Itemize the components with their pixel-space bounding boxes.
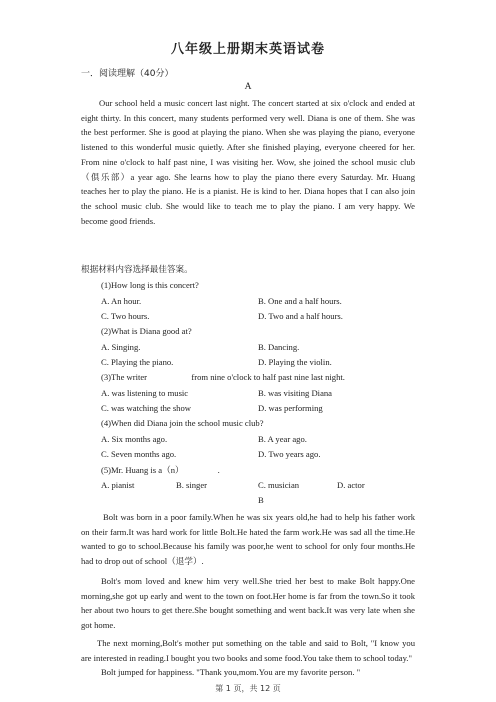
q1-option-c[interactable]: C. Two hours. (101, 311, 150, 321)
q1-option-b[interactable]: B. One and a half hours. (258, 296, 342, 306)
question-1: (1)How long is this concert? (101, 280, 199, 290)
q3-option-d[interactable]: D. was performing (258, 403, 323, 413)
page-title: 八年级上册期末英语试卷 (170, 42, 325, 57)
q5-option-a[interactable]: A. pianist (101, 480, 135, 490)
passage-a-letter: A (244, 82, 252, 92)
q4-option-d[interactable]: D. Two years ago. (258, 449, 321, 459)
q3-option-b[interactable]: B. was visiting Diana (258, 388, 332, 398)
passage-b-paragraph-1: Bolt was born in a poor family.When he was six years old,he had to help his father work on their farm.It was hard work for little Bolt.He hated the farm work.He was sad all the time.He wanted to go to school.Because his family was poor,he went to school for only four months.He had to drop out of school（退学）. (81, 512, 415, 567)
question-3 (101, 372, 345, 382)
passage-b-paragraph-3: The next morning,Bolt's mother put something on the table and said to Bolt, "I know you are interested in reading.I bought you two books and some food.You take them to school today." (81, 638, 415, 663)
q1-option-d[interactable]: D. Two and a half hours. (258, 311, 343, 321)
q4-option-c[interactable]: C. Seven months ago. (101, 449, 177, 459)
q5-option-b[interactable]: B. singer (176, 480, 208, 490)
q2-option-b[interactable]: B. Dancing. (258, 342, 300, 352)
question-4: (4)When did Diana join the school music club? (101, 418, 264, 428)
section-heading: 一．阅读理解（40分） (81, 69, 174, 79)
q3-option-a[interactable]: A. was listening to music (101, 388, 189, 398)
passage-b-paragraph-2: Bolt's mom loved and knew him very well.She tried her best to make Bolt happy.One morning,she got up early and went to the town on foot.Her home is far from the town.So it took her about two hours to get there.She bought something and went back.It was very late when she got home. (81, 576, 415, 631)
question-5-stem-after: . (217, 465, 220, 475)
q2-option-c[interactable]: C. Playing the piano. (101, 357, 174, 367)
question-3-stem: (3)The writer (101, 372, 150, 382)
q3-option-c[interactable]: C. was watching the show (101, 403, 191, 413)
q1-option-a[interactable]: A. An hour. (101, 296, 142, 306)
question-2: (2)What is Diana good at? (101, 326, 192, 336)
q4-option-a[interactable]: A. Six months ago. (101, 434, 168, 444)
question-5 (101, 464, 220, 476)
q5-option-d[interactable]: D. actor (337, 480, 365, 490)
passage-b-paragraph-4-visible: Bolt jumped for happiness. "Thank you,mom.You are my favorite person. " (101, 667, 361, 677)
q2-option-d[interactable]: D. Playing the violin. (258, 357, 332, 367)
q4-option-b[interactable]: B. A year ago. (258, 434, 307, 444)
question-3-stem-after: from nine o'clock to half past nine last night. (189, 372, 345, 382)
passage-a-text: Our school held a music concert last night. The concert started at six o'clock and ended at eight thirty. In this concert, many students performed very well. Diana is one of them. She was the best performer. She is good at playing the piano. When she was playing the piano, everyone listened to this wonderful music quietly. After she finished playing, everyone cheered for her. From nine o'clock to half past nine, I was visiting her. Wow, she joined the school music club（俱乐部）a year ago. She learns how to play the piano there every Saturday. Mr. Huang teaches her to play the piano. He is a pianist. He is kind to her. Diana hopes that I can also join the school music club. She would like to teach me to play the piano. I am very happy. We become good friends. (81, 98, 415, 226)
instruction: 根据材料内容选择最佳答案。 (81, 265, 193, 275)
question-5-stem: (5)Mr. Huang is a（n） (101, 465, 184, 475)
page-footer: 第 1 页，共 12 页 (215, 684, 281, 693)
q2-option-a[interactable]: A. Singing. (101, 342, 141, 352)
passage-b-letter: B (258, 495, 264, 505)
q5-option-c[interactable]: C. musician (258, 480, 300, 490)
